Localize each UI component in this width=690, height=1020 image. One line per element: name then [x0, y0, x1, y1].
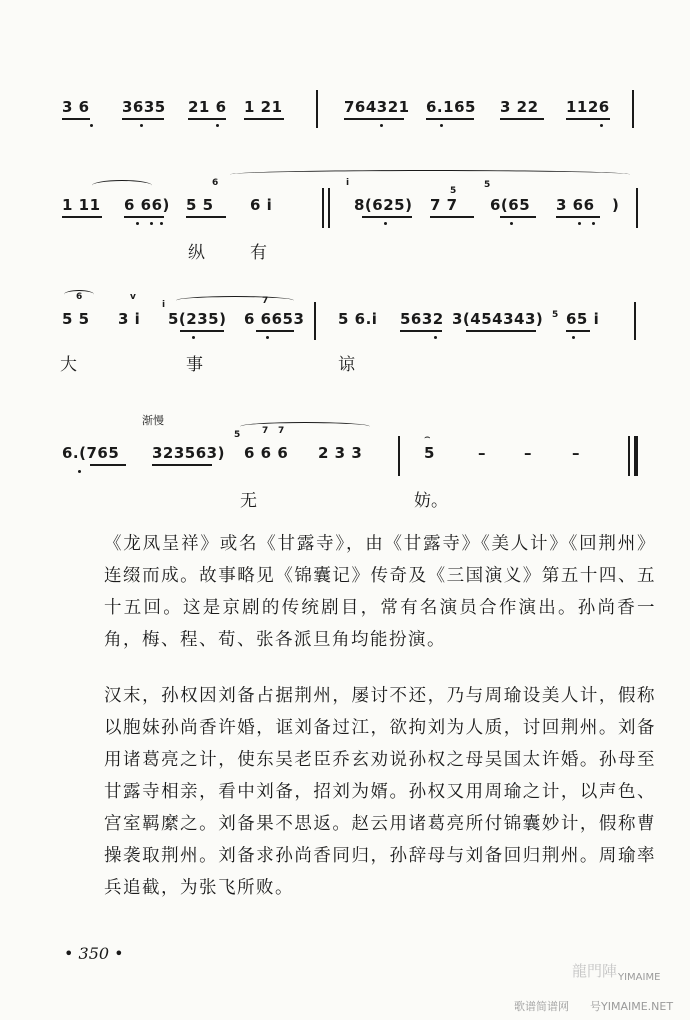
note-group: 1126 — [566, 98, 610, 116]
note-group: 3 i — [118, 310, 141, 328]
note-group: 3635 — [122, 98, 166, 116]
barline — [322, 188, 324, 228]
note-group: 323563) — [152, 444, 225, 462]
note-group: 6.165 — [426, 98, 476, 116]
note-group: 21 6 — [188, 98, 227, 116]
note-group: 6 66) — [124, 196, 170, 214]
barline — [328, 188, 330, 228]
note-group: 6.(765 — [62, 444, 120, 462]
grace-note: 5 — [552, 310, 559, 320]
grace-note: 5 — [234, 430, 241, 440]
note-group: 6 6 6 — [244, 444, 289, 462]
fermata-icon: ⌢ — [424, 432, 431, 443]
lyric: 妨。 — [414, 491, 448, 511]
note-group: 3 66 — [556, 196, 595, 214]
paragraph: 汉末，孙权因刘备占据荆州，屡讨不还，乃与周瑜设美人计，假称以胞妹孙尚香许婚，诓刘备过江，欲拘刘为人质，讨回荆州。刘备用诸葛亮之计，使东吴老臣乔玄劝说孙权之母吴国太许婚。孙母至甘露寺相亲，看中刘备，招刘为婿。孙权又用周瑜之计，以声色、宫室羁縻之。刘备果不思返。赵云用诸葛亮所付锦囊妙计，假称曹操袭取荆州。刘备求孙尚香同归，孙辞母与刘备回归荆州。周瑜率兵追截，为张飞所败。 — [104, 686, 656, 898]
note-group: 8(625) — [354, 196, 413, 214]
note: 5 — [424, 444, 435, 462]
lyric: 事 — [186, 355, 203, 375]
note-group: 6 6653 — [244, 310, 305, 328]
grace-note: 7 — [262, 426, 269, 436]
note-group: 3 6 — [62, 98, 90, 116]
page-number: • 350 • — [64, 944, 124, 963]
note-group: 5 5 — [62, 310, 90, 328]
note-group: 764321 — [344, 98, 410, 116]
grace-note: 7 — [278, 426, 285, 436]
note-group: 3 22 — [500, 98, 539, 116]
barline — [314, 302, 316, 340]
note-group: ) — [612, 196, 620, 214]
watermark-brand: YIMAIME — [618, 972, 661, 983]
watermark-url: 号YIMAIME.NET — [590, 1000, 674, 1013]
dash: – — [572, 444, 580, 462]
note-group: 5 5 — [186, 196, 214, 214]
note-group: 1 11 — [62, 196, 101, 214]
note-group: 6(65 — [490, 196, 531, 214]
barline — [634, 302, 636, 340]
grace-note: i — [162, 300, 166, 310]
note-group: 7 7 — [430, 196, 458, 214]
barline — [632, 90, 634, 128]
note-group: 2 3 3 — [318, 444, 363, 462]
note-group: 5 6.i — [338, 310, 378, 328]
grace-note: 6 — [212, 178, 219, 188]
barline — [628, 436, 630, 476]
watermark-site: 歌谱简谱网 — [514, 1000, 569, 1013]
synopsis-paragraph — [104, 680, 656, 904]
intro-paragraph — [104, 528, 656, 656]
note-group: 5632 — [400, 310, 444, 328]
barline — [398, 436, 400, 476]
barline — [636, 188, 638, 228]
lyric: 谅 — [338, 355, 355, 375]
barline — [316, 90, 318, 128]
tempo-marking: 渐慢 — [142, 414, 164, 427]
grace-note: 5 — [450, 186, 457, 196]
grace-note: v — [130, 292, 136, 302]
paragraph: 《龙凤呈祥》或名《甘露寺》，由《甘露寺》《美人计》《回荆州》连缀而成。故事略见《锦囊记》传奇及《三国演义》第五十四、五十五回。这是京剧的传统剧目，常有名演员合作演出。孙尚香一角，梅、程、荀、张各派旦角均能扮演。 — [104, 534, 656, 650]
note-group: 5(235) — [168, 310, 227, 328]
note-group: 3(454343) — [452, 310, 544, 328]
grace-note: i — [346, 178, 350, 188]
note-group: 1 21 — [244, 98, 283, 116]
dash: – — [478, 444, 486, 462]
grace-note: 7 — [262, 296, 269, 306]
watermark-logo: 龍門陣 — [572, 962, 618, 980]
grace-note: 6 — [76, 292, 83, 302]
grace-note: 5 — [484, 180, 491, 190]
lyric: 无 — [240, 491, 257, 511]
dash: – — [524, 444, 532, 462]
note-group: 6 i — [250, 196, 273, 214]
lyric: 有 — [250, 243, 267, 263]
note-group: 65 i — [566, 310, 600, 328]
lyric: 大 — [60, 355, 77, 375]
final-barline — [634, 436, 638, 476]
lyric: 纵 — [188, 243, 205, 263]
